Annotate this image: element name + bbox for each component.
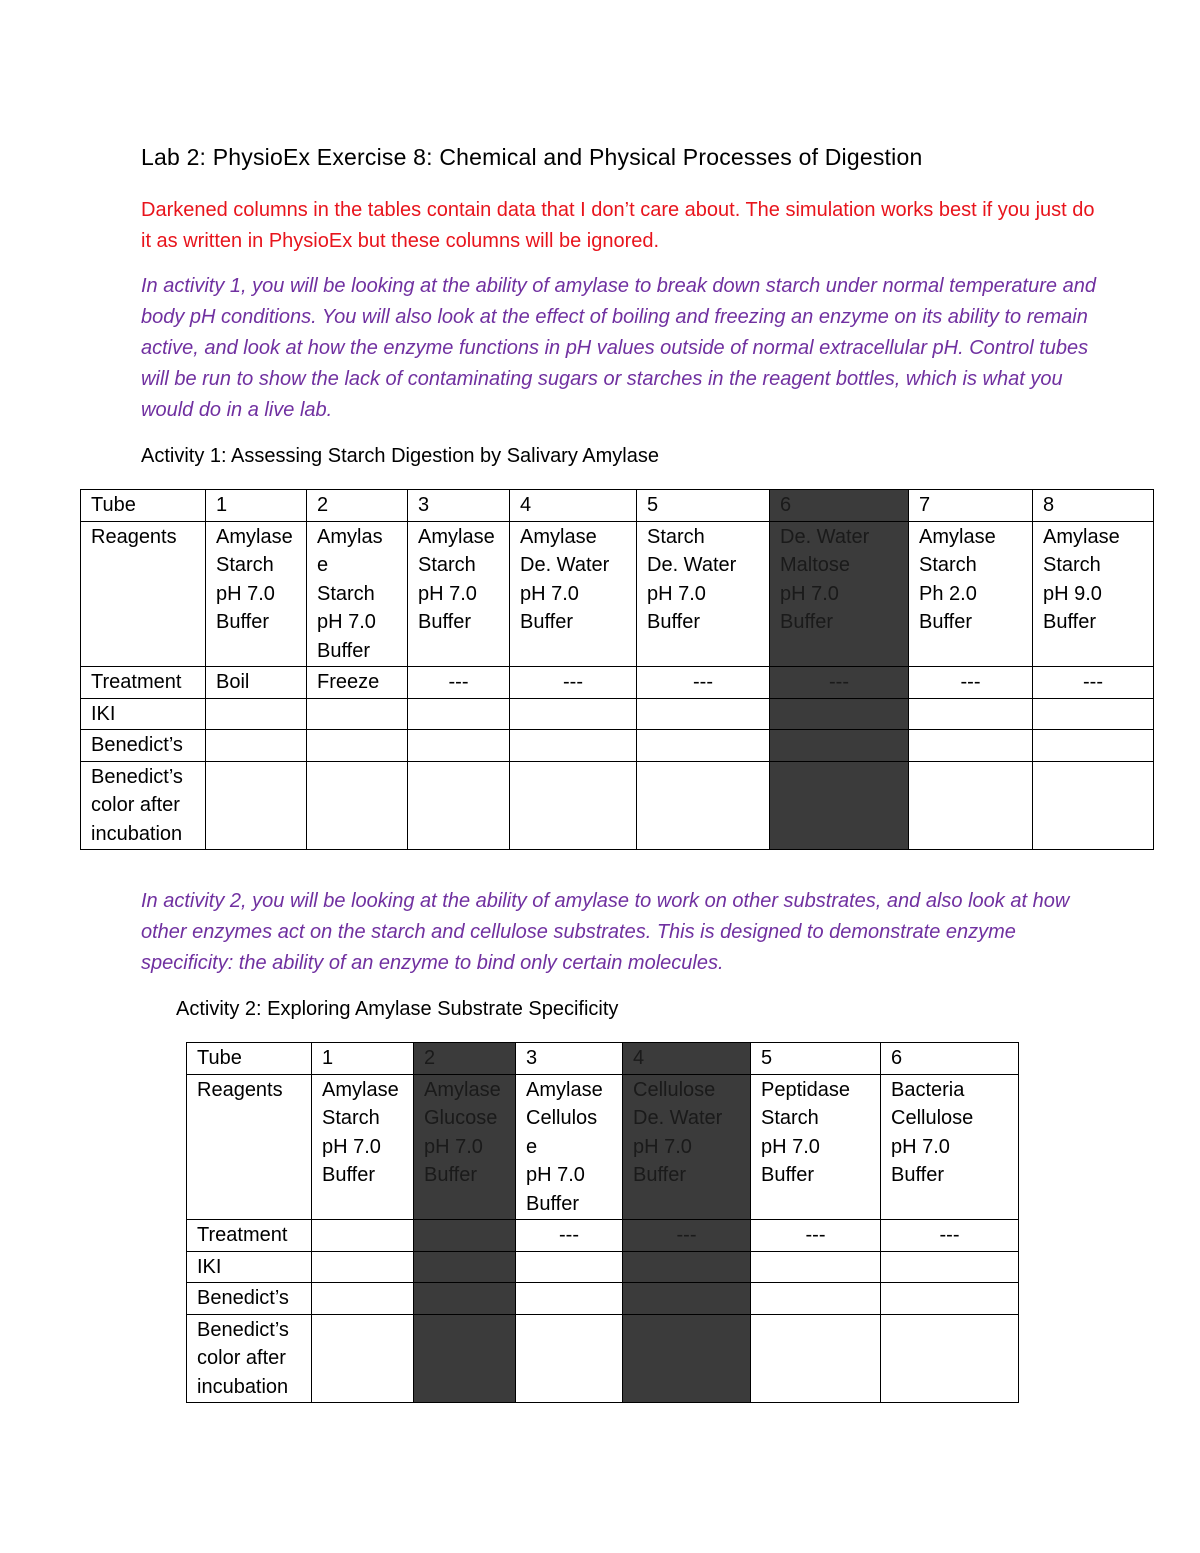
reagent-line: Amylase — [418, 525, 495, 548]
reagent-line: Amylase — [919, 525, 996, 548]
tube-4-treatment-cell: --- — [623, 1220, 751, 1252]
reagent-line: e — [317, 554, 329, 576]
activity2-table — [186, 1042, 1019, 1403]
reagent-line: Amylase — [322, 1078, 399, 1101]
tube-3-benedicts-cell — [408, 730, 510, 762]
table-row-iki — [187, 1251, 1019, 1283]
tube-1-iki-cell — [312, 1251, 414, 1283]
tube-1-benedicts-color-cell — [312, 1314, 414, 1403]
tube-2-tube-cell: 2 — [414, 1043, 516, 1075]
reagent-line: pH 7.0 — [633, 1135, 692, 1158]
tube-6-iki-cell — [770, 698, 909, 730]
row-label-benedicts: Benedict’s — [187, 1283, 312, 1315]
tube-6-benedicts-cell — [881, 1283, 1019, 1315]
activity1-title: Activity 1: Assessing Starch Digestion by Salivary Amylase — [141, 445, 659, 467]
tube-8-treatment-cell: --- — [1033, 667, 1154, 699]
reagent-line: De. Water — [780, 525, 870, 548]
tube-5-tube-cell: 5 — [751, 1043, 881, 1075]
reagent-line: Buffer — [919, 611, 972, 633]
tube-2-iki-cell — [307, 698, 408, 730]
reagent-line: Buffer — [424, 1164, 477, 1186]
tube-6-benedicts-color-cell — [881, 1314, 1019, 1403]
reagent-line: Peptidase — [761, 1078, 850, 1101]
tube-3-iki-cell — [408, 698, 510, 730]
tube-3-treatment-cell: --- — [516, 1220, 623, 1252]
tube-5-reagents-cell — [637, 521, 770, 667]
row-label-benedicts: Benedict’s — [81, 730, 206, 762]
reagent-line: e — [526, 1135, 538, 1158]
row-label-reagents: Reagents — [187, 1074, 312, 1220]
reagent-line: Amylase — [216, 525, 293, 548]
reagent-line: Cellulos — [526, 1107, 598, 1129]
reagent-line: Buffer — [216, 611, 269, 633]
row-label-line: color after — [91, 794, 180, 816]
row-label-iki: IKI — [81, 698, 206, 730]
tube-3-iki-cell — [516, 1251, 623, 1283]
reagent-line: pH 7.0 — [891, 1135, 950, 1158]
row-label-benedicts-color — [81, 761, 206, 850]
tube-4-tube-cell: 4 — [510, 490, 637, 522]
tube-1-benedicts-cell — [312, 1283, 414, 1315]
reagent-line: Amylas — [317, 525, 383, 548]
reagent-line: Amylase — [1043, 525, 1120, 548]
tube-2-iki-cell — [414, 1251, 516, 1283]
reagent-line: Starch — [317, 582, 375, 605]
row-label-iki: IKI — [187, 1251, 312, 1283]
tube-4-tube-cell: 4 — [623, 1043, 751, 1075]
reagent-line: De. Water — [520, 554, 610, 576]
reagent-line: pH 7.0 — [520, 582, 579, 605]
reagent-line: Cellulose — [633, 1078, 716, 1101]
tube-5-iki-cell — [751, 1251, 881, 1283]
tube-3-tube-cell: 3 — [516, 1043, 623, 1075]
reagent-line: Amylase — [526, 1078, 603, 1101]
tube-1-iki-cell — [206, 698, 307, 730]
reagent-line: Buffer — [633, 1164, 686, 1186]
tube-7-treatment-cell: --- — [909, 667, 1033, 699]
table-row-tube — [81, 490, 1154, 522]
table-row-treatment — [187, 1220, 1019, 1252]
reagent-line: pH 7.0 — [322, 1135, 381, 1158]
tube-5-reagents-cell — [751, 1074, 881, 1220]
table-row-benedicts-color — [81, 761, 1154, 850]
table-row-benedicts — [81, 730, 1154, 762]
reagent-line: Buffer — [322, 1164, 375, 1186]
reagent-line: Starch — [919, 554, 977, 576]
reagent-line: Buffer — [780, 611, 833, 633]
reagent-line: pH 7.0 — [647, 582, 706, 605]
row-label-line: Benedict’s — [91, 765, 183, 788]
reagent-line: Buffer — [1043, 611, 1096, 633]
reagent-line: pH 7.0 — [424, 1135, 483, 1158]
tube-1-treatment-cell: Boil — [206, 667, 307, 699]
reagent-line: Starch — [216, 554, 274, 576]
tube-4-iki-cell — [623, 1251, 751, 1283]
row-label-treatment: Treatment — [81, 667, 206, 699]
tube-5-benedicts-cell — [751, 1283, 881, 1315]
tube-6-iki-cell — [881, 1251, 1019, 1283]
tube-3-benedicts-color-cell — [408, 761, 510, 850]
tube-4-treatment-cell: --- — [510, 667, 637, 699]
table-row-benedicts — [187, 1283, 1019, 1315]
reagent-line: Amylase — [424, 1078, 501, 1101]
tube-1-tube-cell: 1 — [312, 1043, 414, 1075]
reagent-line: Starch — [1043, 554, 1101, 576]
tube-4-benedicts-cell — [510, 730, 637, 762]
row-label-reagents: Reagents — [81, 521, 206, 667]
tube-7-iki-cell — [909, 698, 1033, 730]
tube-6-tube-cell: 6 — [881, 1043, 1019, 1075]
tube-4-reagents-cell — [623, 1074, 751, 1220]
tube-3-treatment-cell: --- — [408, 667, 510, 699]
tube-7-reagents-cell — [909, 521, 1033, 667]
activity2-title: Activity 2: Exploring Amylase Substrate Specificity — [176, 998, 619, 1020]
table-row-reagents — [81, 521, 1154, 667]
tube-8-iki-cell — [1033, 698, 1154, 730]
tube-5-benedicts-color-cell — [637, 761, 770, 850]
tube-8-benedicts-cell — [1033, 730, 1154, 762]
tube-7-benedicts-cell — [909, 730, 1033, 762]
row-label-treatment: Treatment — [187, 1220, 312, 1252]
tube-4-benedicts-cell — [623, 1283, 751, 1315]
tube-3-benedicts-cell — [516, 1283, 623, 1315]
reagent-line: De. Water — [647, 554, 737, 576]
tube-1-reagents-cell — [206, 521, 307, 667]
table-row-iki — [81, 698, 1154, 730]
tube-3-reagents-cell — [516, 1074, 623, 1220]
tube-3-reagents-cell — [408, 521, 510, 667]
tube-4-reagents-cell — [510, 521, 637, 667]
tube-1-benedicts-cell — [206, 730, 307, 762]
warning-note: Darkened columns in the tables contain data that I don’t care about. The simulation works best if you just do it as written in PhysioEx but these columns will be ignored. — [141, 199, 1095, 252]
tube-2-benedicts-cell — [414, 1283, 516, 1315]
table-row-treatment — [81, 667, 1154, 699]
tube-1-treatment-cell — [312, 1220, 414, 1252]
row-label-tube: Tube — [81, 490, 206, 522]
reagent-line: pH 7.0 — [526, 1164, 585, 1186]
row-label-line: incubation — [91, 822, 183, 845]
row-label-line: Benedict’s — [197, 1318, 289, 1341]
reagent-line: Maltose — [780, 554, 851, 576]
tube-4-iki-cell — [510, 698, 637, 730]
row-label-line: color after — [197, 1347, 286, 1369]
tube-3-benedicts-color-cell — [516, 1314, 623, 1403]
tube-5-treatment-cell: --- — [637, 667, 770, 699]
reagent-line: Buffer — [317, 639, 370, 662]
reagent-line: Starch — [647, 525, 705, 548]
activity1-intro: In activity 1, you will be looking at the ability of amylase to break down starch under normal temperature and body pH conditions. You will also look at the effect of boiling and freezing an enzyme on its ability to remain active, and look at how the enzyme functions in pH values outside of normal extracellular pH. Control tubes will be run to show the lack of contaminating sugars or starches in the reagent bottles, which is what you would do in a live lab. — [141, 275, 1096, 421]
reagent-line: Buffer — [526, 1192, 579, 1215]
reagent-line: Buffer — [891, 1164, 944, 1186]
reagent-line: Buffer — [418, 611, 471, 633]
reagent-line: pH 7.0 — [418, 582, 477, 605]
tube-6-benedicts-color-cell — [770, 761, 909, 850]
reagent-line: pH 7.0 — [216, 582, 275, 605]
tube-2-reagents-cell — [307, 521, 408, 667]
reagent-line: Glucose — [424, 1107, 498, 1129]
tube-2-benedicts-color-cell — [414, 1314, 516, 1403]
tube-8-tube-cell: 8 — [1033, 490, 1154, 522]
tube-2-treatment-cell: Freeze — [307, 667, 408, 699]
tube-2-reagents-cell — [414, 1074, 516, 1220]
row-label-tube: Tube — [187, 1043, 312, 1075]
reagent-line: Starch — [418, 554, 476, 576]
tube-5-benedicts-cell — [637, 730, 770, 762]
tube-4-benedicts-color-cell — [623, 1314, 751, 1403]
reagent-line: pH 7.0 — [780, 582, 839, 605]
tube-1-benedicts-color-cell — [206, 761, 307, 850]
reagent-line: pH 7.0 — [761, 1135, 820, 1158]
tube-6-reagents-cell — [881, 1074, 1019, 1220]
table-row-reagents — [187, 1074, 1019, 1220]
tube-5-iki-cell — [637, 698, 770, 730]
activity2-intro: In activity 2, you will be looking at the ability of amylase to work on other substrates, and also look at how other enzymes act on the starch and cellulose substrates. This is designed to demonstrate enzyme specificity: the ability of an enzyme to bind only certain molecules. — [141, 890, 1070, 974]
tube-6-tube-cell: 6 — [770, 490, 909, 522]
tube-2-benedicts-cell — [307, 730, 408, 762]
reagent-line: Buffer — [761, 1164, 814, 1186]
tube-4-benedicts-color-cell — [510, 761, 637, 850]
tube-6-benedicts-cell — [770, 730, 909, 762]
tube-6-treatment-cell: --- — [881, 1220, 1019, 1252]
tube-7-tube-cell: 7 — [909, 490, 1033, 522]
tube-6-reagents-cell — [770, 521, 909, 667]
reagent-line: De. Water — [633, 1107, 723, 1129]
table-row-benedicts-color — [187, 1314, 1019, 1403]
row-label-line: incubation — [197, 1375, 289, 1398]
table-row-tube — [187, 1043, 1019, 1075]
tube-1-reagents-cell — [312, 1074, 414, 1220]
tube-5-treatment-cell: --- — [751, 1220, 881, 1252]
tube-1-tube-cell: 1 — [206, 490, 307, 522]
row-label-benedicts-color — [187, 1314, 312, 1403]
reagent-line: Starch — [761, 1107, 819, 1129]
tube-5-tube-cell: 5 — [637, 490, 770, 522]
tube-2-benedicts-color-cell — [307, 761, 408, 850]
reagent-line: Cellulose — [891, 1107, 974, 1129]
tube-7-benedicts-color-cell — [909, 761, 1033, 850]
reagent-line: pH 7.0 — [317, 611, 376, 633]
reagent-line: Ph 2.0 — [919, 582, 977, 605]
tube-3-tube-cell: 3 — [408, 490, 510, 522]
reagent-line: Amylase — [520, 525, 597, 548]
tube-5-benedicts-color-cell — [751, 1314, 881, 1403]
reagent-line: Bacteria — [891, 1078, 965, 1101]
tube-2-tube-cell: 2 — [307, 490, 408, 522]
reagent-line: Buffer — [647, 611, 700, 633]
tube-6-treatment-cell: --- — [770, 667, 909, 699]
activity1-table — [80, 489, 1154, 850]
reagent-line: Starch — [322, 1107, 380, 1129]
tube-8-benedicts-color-cell — [1033, 761, 1154, 850]
tube-8-reagents-cell — [1033, 521, 1154, 667]
tube-2-treatment-cell — [414, 1220, 516, 1252]
reagent-line: Buffer — [520, 611, 573, 633]
reagent-line: pH 9.0 — [1043, 582, 1102, 605]
page-title: Lab 2: PhysioEx Exercise 8: Chemical and Physical Processes of Digestion — [141, 144, 923, 170]
